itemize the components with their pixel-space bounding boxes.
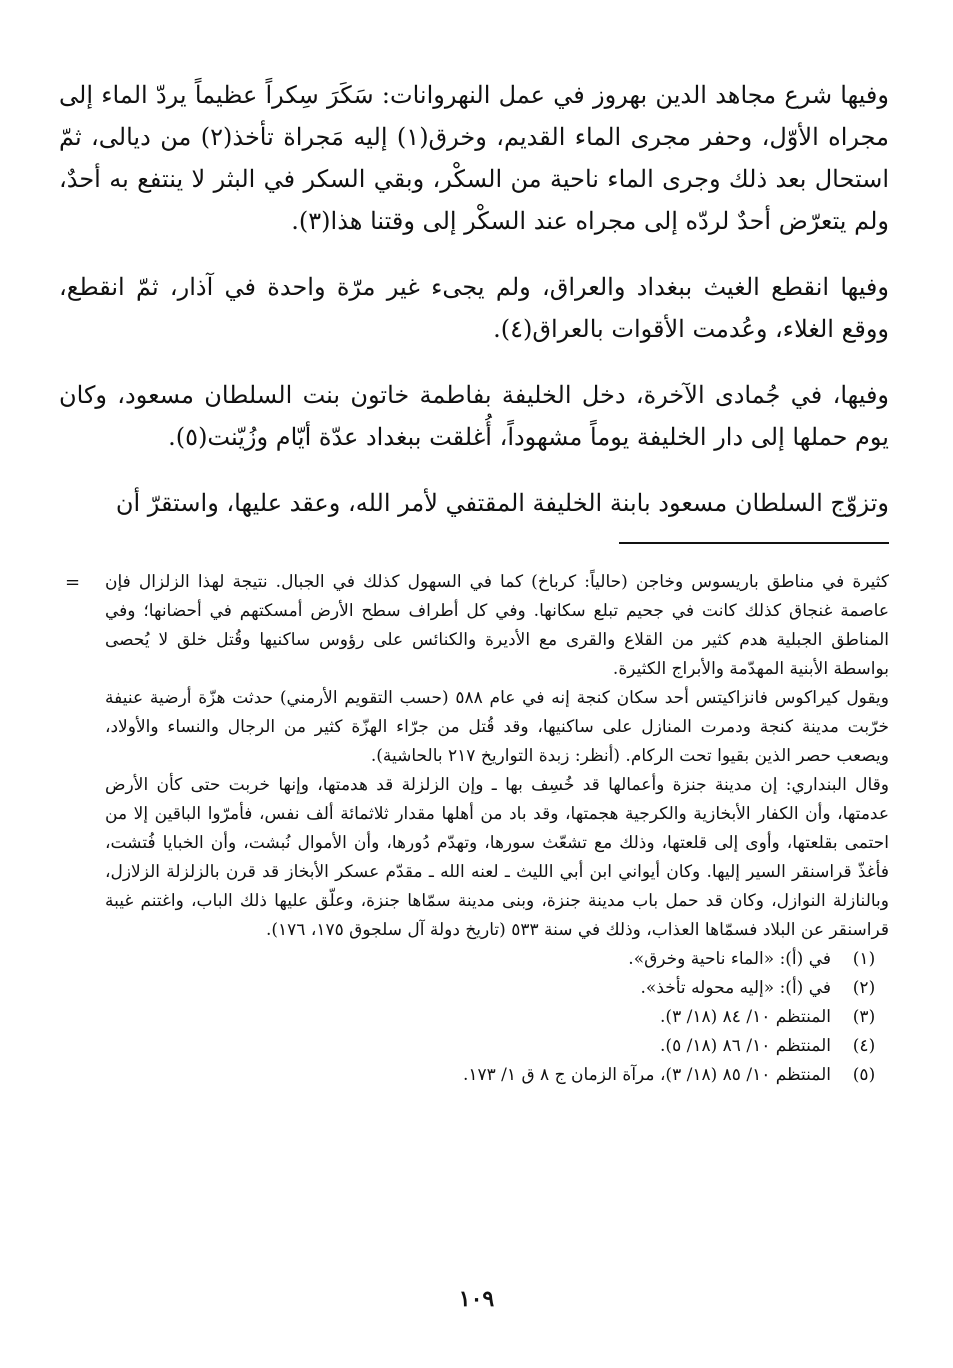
footnote-text: في (أ): «الماء ناحية وخرق». (628, 949, 831, 969)
footnote-separator (619, 542, 889, 544)
footnote-continuation (65, 568, 889, 945)
footnote-text: في (أ): «إليه محوله تأخذ». (640, 978, 831, 998)
footnote-2 (59, 974, 889, 1003)
footnote-number: (٥) (852, 1065, 876, 1085)
footnote-number: (٣) (852, 1007, 876, 1027)
footnote-continuation-paragraph-3: وقال البنداري: إن مدينة جنزة وأعمالها قد خُسِف بها ـ وإن الزلزلة قد هدمتها، وإنها خربت حتى كأن الأرض عدمتها، وأن الكفار الأبخازية والكرجية هجمتها، وقد باد من أهلها مقدار ثلاثمائة ألف نفس، فأمرّوا الباقين إلا من احتمى بقلعتها، وأوى إلى قلعتها، وذلك مع تشعّث سورها، وتهدّم دُورها، وأن الأموال نُبشت، وأن الخبايا فُتشت، فأغذّ قراسنقر السير إليها. وكان أيواني ابن أبي الليث ـ لعنه الله ـ مقدّم عسكر الأبخاز قد قرن بالزلزلة الزلازل، وبالنازلة النوازل، وكان قد حمل باب مدينة جنزة، وبنى مدينة سمّاها جنزة، وعلّق عليها ذلك الباب، واغتنم غيبة قراسنقر عن البلاد فسمّاها العذاب، وذلك في سنة ٥٣٣ (تاريخ دولة آل سلجوق ١٧٥، ١٧٦). (105, 775, 889, 940)
footnote-5 (59, 1061, 889, 1090)
footnotes-section (59, 568, 889, 1090)
footnote-number: (٤) (852, 1036, 876, 1056)
footnote-1 (59, 945, 889, 974)
footnote-text: المنتظم ١٠/ ٨٦ (١٨/ ٥). (660, 1036, 831, 1056)
footnote-continuation-paragraph-2: ويقول كيراكوس فانزاكيتس أحد سكان كنجة إنه في عام ٥٨٨ (حسب التقويم الأرمني) حدثت هزّة أرضية عنيفة خرّبت مدينة كنجة ودمرت المنازل على ساكنيها، وقد قُتل من جرّاء الهزّة كثير من الرجال والنساء والأولاد، ويصعب حصر الذين بقيوا تحت الركام. (أنظر: زبدة التواريخ ٢١٧ بالحاشية). (105, 688, 889, 766)
continuation-marker: = (65, 572, 81, 593)
paragraph-1: وفيها شرع مجاهد الدين بهروز في عمل النهروانات: سَكَرَ سِكراً عظيماً يردّ الماء إلى مجراه الأوّل، وحفر مجرى الماء القديم، وخرق(١) إليه مَجراة تأخذ(٢) من ديالى، ثمّ استحال بعد ذلك وجرى الماء ناحية من السكْر، وبقي السكر في البثر لا ينتفع به أحدٌ، ولم يتعرّض أحدٌ لردّه إلى مجراه عند السكْر إلى وقتنا هذا(٣). (59, 81, 889, 235)
footnote-3 (59, 1003, 889, 1032)
paragraph-4: وتزوّج السلطان مسعود بابنة الخليفة المقتفي لأمر الله، وعقد عليها، واستقرّ أن (115, 489, 889, 517)
main-text (59, 74, 889, 548)
paragraph-3: وفيها، في جُمادى الآخرة، دخل الخليفة بفاطمة خاتون بنت السلطان مسعود، وكان يوم حملها إلى دار الخليفة يوماً مشهوداً، أُغلقت ببغداد عدّة أيّام وزُيّنت(٥). (59, 381, 890, 451)
footnote-text: المنتظم ١٠/ ٨٥ (١٨/ ٣)، مرآة الزمان ج ٨ ق ١/ ١٧٣. (462, 1065, 831, 1085)
footnote-continuation-paragraph-1: كثيرة في مناطق باريسوس وخاجن (حالياً: كرباخ) كما في السهول كذلك في الجبال. نتيجة لهذا الزلزال فإن عاصمة غنجاق كذلك كانت في جحيم تبلع سكانها. وفي كل أطراف سطح الأرض أمسكتهم في أحضانها؛ وفي المناطق الجبلية هدم كثير من القلاع والقرى مع الأديرة والكنائس على رؤوس ساكنيها وقُتل خلق لا يُحصى بواسطة الأبنية المهدّمة والأبراج الكثيرة. (105, 572, 889, 679)
footnote-number: (١) (852, 949, 876, 969)
footnote-text: المنتظم ١٠/ ٨٤ (١٨/ ٣). (660, 1007, 831, 1027)
paragraph-2: وفيها انقطع الغيث ببغداد والعراق، ولم يجىء غير مرّة واحدة في آذار، ثمّ انقطع، ووقع الغلاء، وعُدمت الأقوات بالعراق(٤). (59, 273, 889, 343)
footnote-number: (٢) (852, 978, 876, 998)
page-number: ١٠٩ (458, 1286, 495, 1312)
footnote-4 (59, 1032, 889, 1061)
